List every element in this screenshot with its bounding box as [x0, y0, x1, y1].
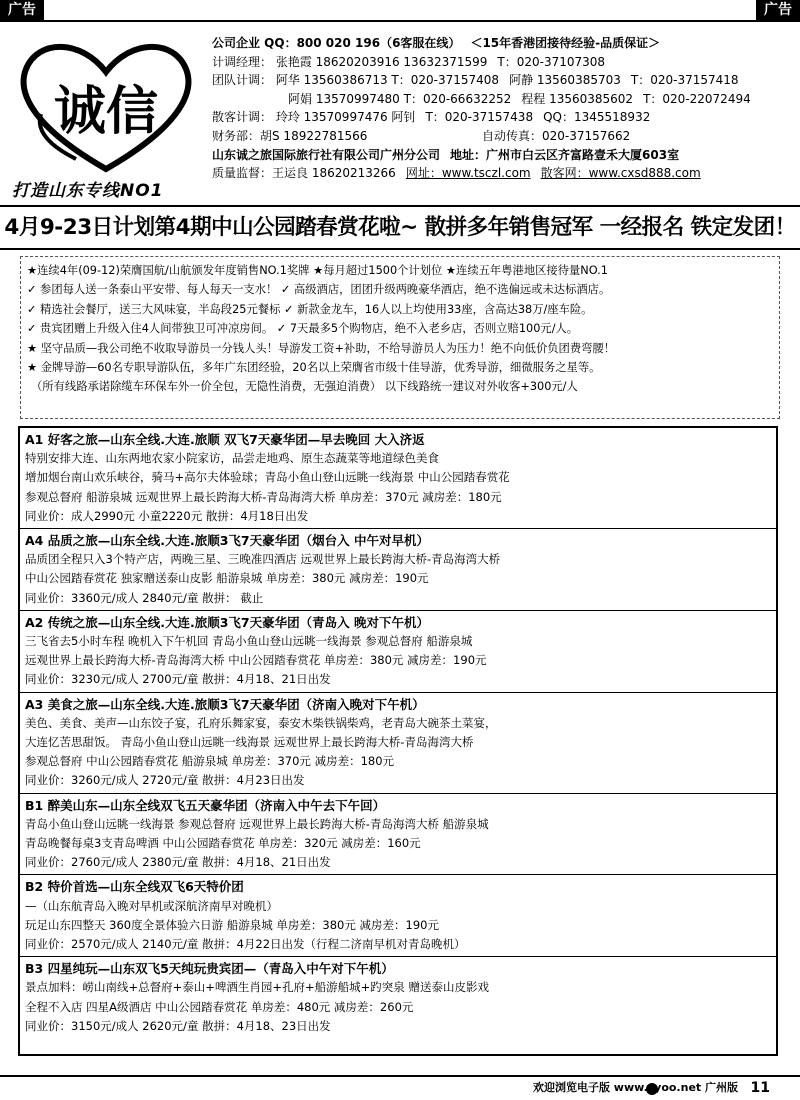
- contact-qq: 公司企业 QQ：800 020 196（6客服在线）: [212, 36, 461, 50]
- feature-line: ✓ 贵宾团赠上升级入住4人间带独卫可冲凉房间。 ✓ 7天最多5个购物店，绝不入老乡店，否则立赔100元/人。: [27, 322, 579, 336]
- route-title: A4 品质之旅—山东全线.大连.旅顺3飞7天豪华团（烟台入 中午对早机）: [25, 533, 429, 549]
- route-line: 景点加料：崂山南线+总督府+泰山+啤酒生肖园+孔府+船游船城+趵突泉 赠送泰山皮影戏: [25, 980, 489, 995]
- feature-line: ★ 金牌导游—60名专职导游队伍，多年广东团经验，20名以上荣膺省市级十佳导游，优秀导游，细微服务之星等。: [27, 361, 601, 375]
- route-line: 青岛晚餐每桌3支青岛啤酒 中山公园踏春赏花 单房差：320元 减房差：160元: [25, 836, 421, 851]
- route-line: 远观世界上最长跨海大桥-青岛海湾大桥 中山公园踏春赏花 单房差：380元 减房差：190元: [25, 653, 487, 668]
- contact-team-6: T：020-22072494: [643, 91, 751, 106]
- route-line: 参观总督府 船游泉城 远观世界上最长跨海大桥-青岛海湾大桥 单房差：370元 减房差：180元: [25, 489, 502, 504]
- contact-fax: 自动传真：020-37157662: [482, 128, 631, 143]
- route-line: 参观总督府 中山公园踏春赏花 船游泉城 单房差：370元 减房差：180元: [25, 754, 395, 769]
- route-title: A3 美食之旅—山东全线.大连.旅顺3飞7天豪华团（济南入晚对下午机）: [25, 696, 425, 712]
- route-line: 全程不入店 四星A级酒店 中山公园踏春赏花 单房差：480元 减房差：260元: [25, 999, 414, 1014]
- contact-row: [212, 34, 797, 53]
- route-line: 特别安排大连、山东两地农家小院家访，品尝走地鸡、原生态蔬菜等地道绿色美食: [25, 451, 439, 466]
- feature-line: ★连续4年(09-12)荣膺国航/山航颁发年度销售NO.1奖牌 ★每月超过1500个计划位 ★连续五年粤港地区接待量NO.1: [27, 264, 608, 277]
- route-title: B2 特价首选—山东全线双飞6天特价团: [25, 879, 244, 895]
- contact-row: [212, 127, 797, 146]
- contact-guarantee: ＜15年香港团接待经验-品质保证＞: [470, 36, 661, 50]
- contact-team-4: 阿娟 13570997480 T：020-66632252: [288, 91, 512, 106]
- features-box: [20, 256, 780, 419]
- logo-slogan: 打造山东专线NO1: [12, 181, 164, 201]
- quality-supervision: 质量监督：王运良 18620213266: [212, 166, 396, 181]
- route-title: B3 四星纯玩—山东双飞5天纯玩贵宾团—（青岛入中午对下午机）: [25, 961, 394, 977]
- ad-label-right: 广告: [756, 0, 800, 20]
- contact-finance: 财务部：胡S 18922781566: [212, 128, 368, 143]
- heart-logo-icon: [16, 34, 196, 174]
- route-line: 三飞省去5小时车程 晚机入下午机回 青岛小鱼山登山远眺一线海景 参观总督府 船游泉城: [25, 634, 473, 649]
- contact-team-5: 程程 13560385602: [521, 91, 634, 106]
- route-item: [20, 875, 776, 957]
- route-title: A1 好客之旅—山东全线.大连.旅顺 双飞7天豪华团—早去晚回 大入济返: [25, 432, 425, 447]
- footer-text: 欢迎浏览电子版 www.zyoo.net 广州版: [532, 1081, 738, 1094]
- website-link[interactable]: 网址：www.tsczl.com: [405, 166, 531, 181]
- route-title: A2 传统之旅—山东全线.大连.旅顺3飞7天豪华团（青岛入 晚对下午机）: [25, 614, 429, 630]
- route-line: 同业价：成人2990元 小童2220元 散拼：4月18日出发: [25, 508, 309, 523]
- footer: [0, 1075, 800, 1100]
- route-item: [20, 693, 776, 794]
- headline: 4月9-23日计划第4期中山公园踏春赏花啦~ 散拼多年销售冠军 一经报名 铁定发团！: [4, 215, 796, 240]
- route-line: 同业价：3230元/成人 2700元/童 散拼：4月18、21日出发: [25, 672, 331, 687]
- route-line: —（山东航青岛入晚对早机或深航济南早对晚机）: [25, 898, 278, 913]
- route-title: B1 醉美山东—山东全线双飞五天豪华团（济南入中午去下午回）: [25, 797, 386, 813]
- route-line: 同业价：3260元/成人 2720元/童 散拼：4月23日出发: [25, 773, 305, 788]
- route-item: [20, 794, 776, 876]
- feature-line: ✓ 参团每人送一条泰山平安带、每人每天一支水！ ✓ 高级酒店，团团升级两晚豪华酒店，绝不选偏远或未达标酒店。: [27, 283, 611, 297]
- route-line: 青岛小鱼山登山远眺一线海景 参观总督府 远观世界上最长跨海大桥-青岛海湾大桥 船游泉城: [25, 816, 489, 831]
- contact-manager: 计调经理： 张艳霞 18620203916 13632371599: [212, 54, 488, 69]
- contact-team-1: 团队计调： 阿华 13560386713 T：020-37157408: [212, 73, 500, 88]
- header-divider: [0, 205, 800, 207]
- contact-row: [212, 146, 797, 165]
- routes-table: [18, 426, 778, 1056]
- fit-website-link[interactable]: 散客网：www.cxsd888.com: [540, 166, 701, 181]
- route-line: 玩足山东四整天 360度全景体验六日游 船游泉城 单房差：380元 减房差：190元: [25, 917, 439, 932]
- route-item: [20, 957, 776, 1038]
- route-line: 品质团全程只入3个特产店，两晚三星、三晚准四酒店 远观世界上最长跨海大桥-青岛海湾大桥: [25, 552, 501, 567]
- logo-brand-text: 诚信: [53, 81, 159, 142]
- ad-label-left: 广告: [0, 0, 44, 20]
- route-line: 同业价：3150元/成人 2620元/童 散拼：4月18、23日出发: [25, 1018, 331, 1033]
- contact-block: [212, 34, 797, 183]
- route-item: [20, 611, 776, 693]
- route-line: 增加烟台南山欢乐峡谷，骑马+高尔夫体验球；青岛小鱼山登山远眺一线海景 中山公园踏春赏花: [25, 470, 510, 485]
- contact-fit-1: 散客计调： 玲玲 13570997476 阿钊: [212, 110, 416, 125]
- contact-fit-qq: QQ：1345518932: [543, 110, 651, 125]
- route-line: 同业价：3360元/成人 2840元/童 散拼： 截止: [25, 590, 264, 605]
- contact-manager-phone: T：020-37107308: [497, 54, 606, 69]
- contact-team-3: T：020-37157418: [630, 73, 739, 88]
- feature-line: （所有线路承诺除缆车环保车外一价全包，无隐性消费，无强迫消费） 以下线路统一建议对外收客+300元/人: [31, 380, 578, 394]
- feature-line: ✓ 精选社会餐厅，送三大风味宴，半岛段25元餐标 ✓ 新款金龙车，16人以上均使用33座，含高达38万/座车险。: [27, 302, 593, 316]
- top-divider: [0, 20, 800, 22]
- headline-divider: [0, 248, 800, 250]
- contact-row: [212, 53, 797, 72]
- company-name: 山东诚之旅国际旅行社有限公司广州分公司: [212, 147, 441, 162]
- route-line: 美色、美食、美声—山东饺子宴，孔府乐舞家宴，泰安木柴铁锅柴鸡，老青岛大碗茶土菜宴，: [25, 715, 497, 730]
- route-item: [20, 529, 776, 611]
- feature-line: ★ 坚守品质—我公司绝不收取导游员一分钱人头！导游发工资+补助，不给导游员人为压力！绝不向低价负团费弯腰！: [27, 341, 616, 355]
- route-line: 同业价：2570元/成人 2140元/童 散拼：4月22日出发（行程二济南早机对青岛晚机）: [25, 937, 466, 952]
- contact-team-2: 阿静 13560385703: [509, 73, 621, 88]
- company-address: 地址：广州市白云区齐富路壹禾大厦603室: [450, 147, 680, 162]
- contact-row: [212, 164, 797, 183]
- route-line: 同业价：2760元/成人 2380元/童 散拼：4月18、21日出发: [25, 855, 331, 870]
- route-line: 中山公园踏春赏花 独家赠送泰山皮影 船游泉城 单房差：380元 减房差：190元: [25, 571, 429, 586]
- contact-fit-2: T：020-37157438: [425, 110, 534, 125]
- contact-row: [212, 90, 797, 109]
- route-item: [20, 428, 776, 529]
- contact-row: [212, 71, 797, 90]
- contact-row: [212, 108, 797, 127]
- page-number: 11: [750, 1080, 770, 1096]
- route-line: 大连忆苦思甜饭。 青岛小鱼山登山远眺一线海景 远观世界上最长跨海大桥-青岛海湾大桥: [25, 735, 474, 750]
- company-logo: [6, 26, 206, 204]
